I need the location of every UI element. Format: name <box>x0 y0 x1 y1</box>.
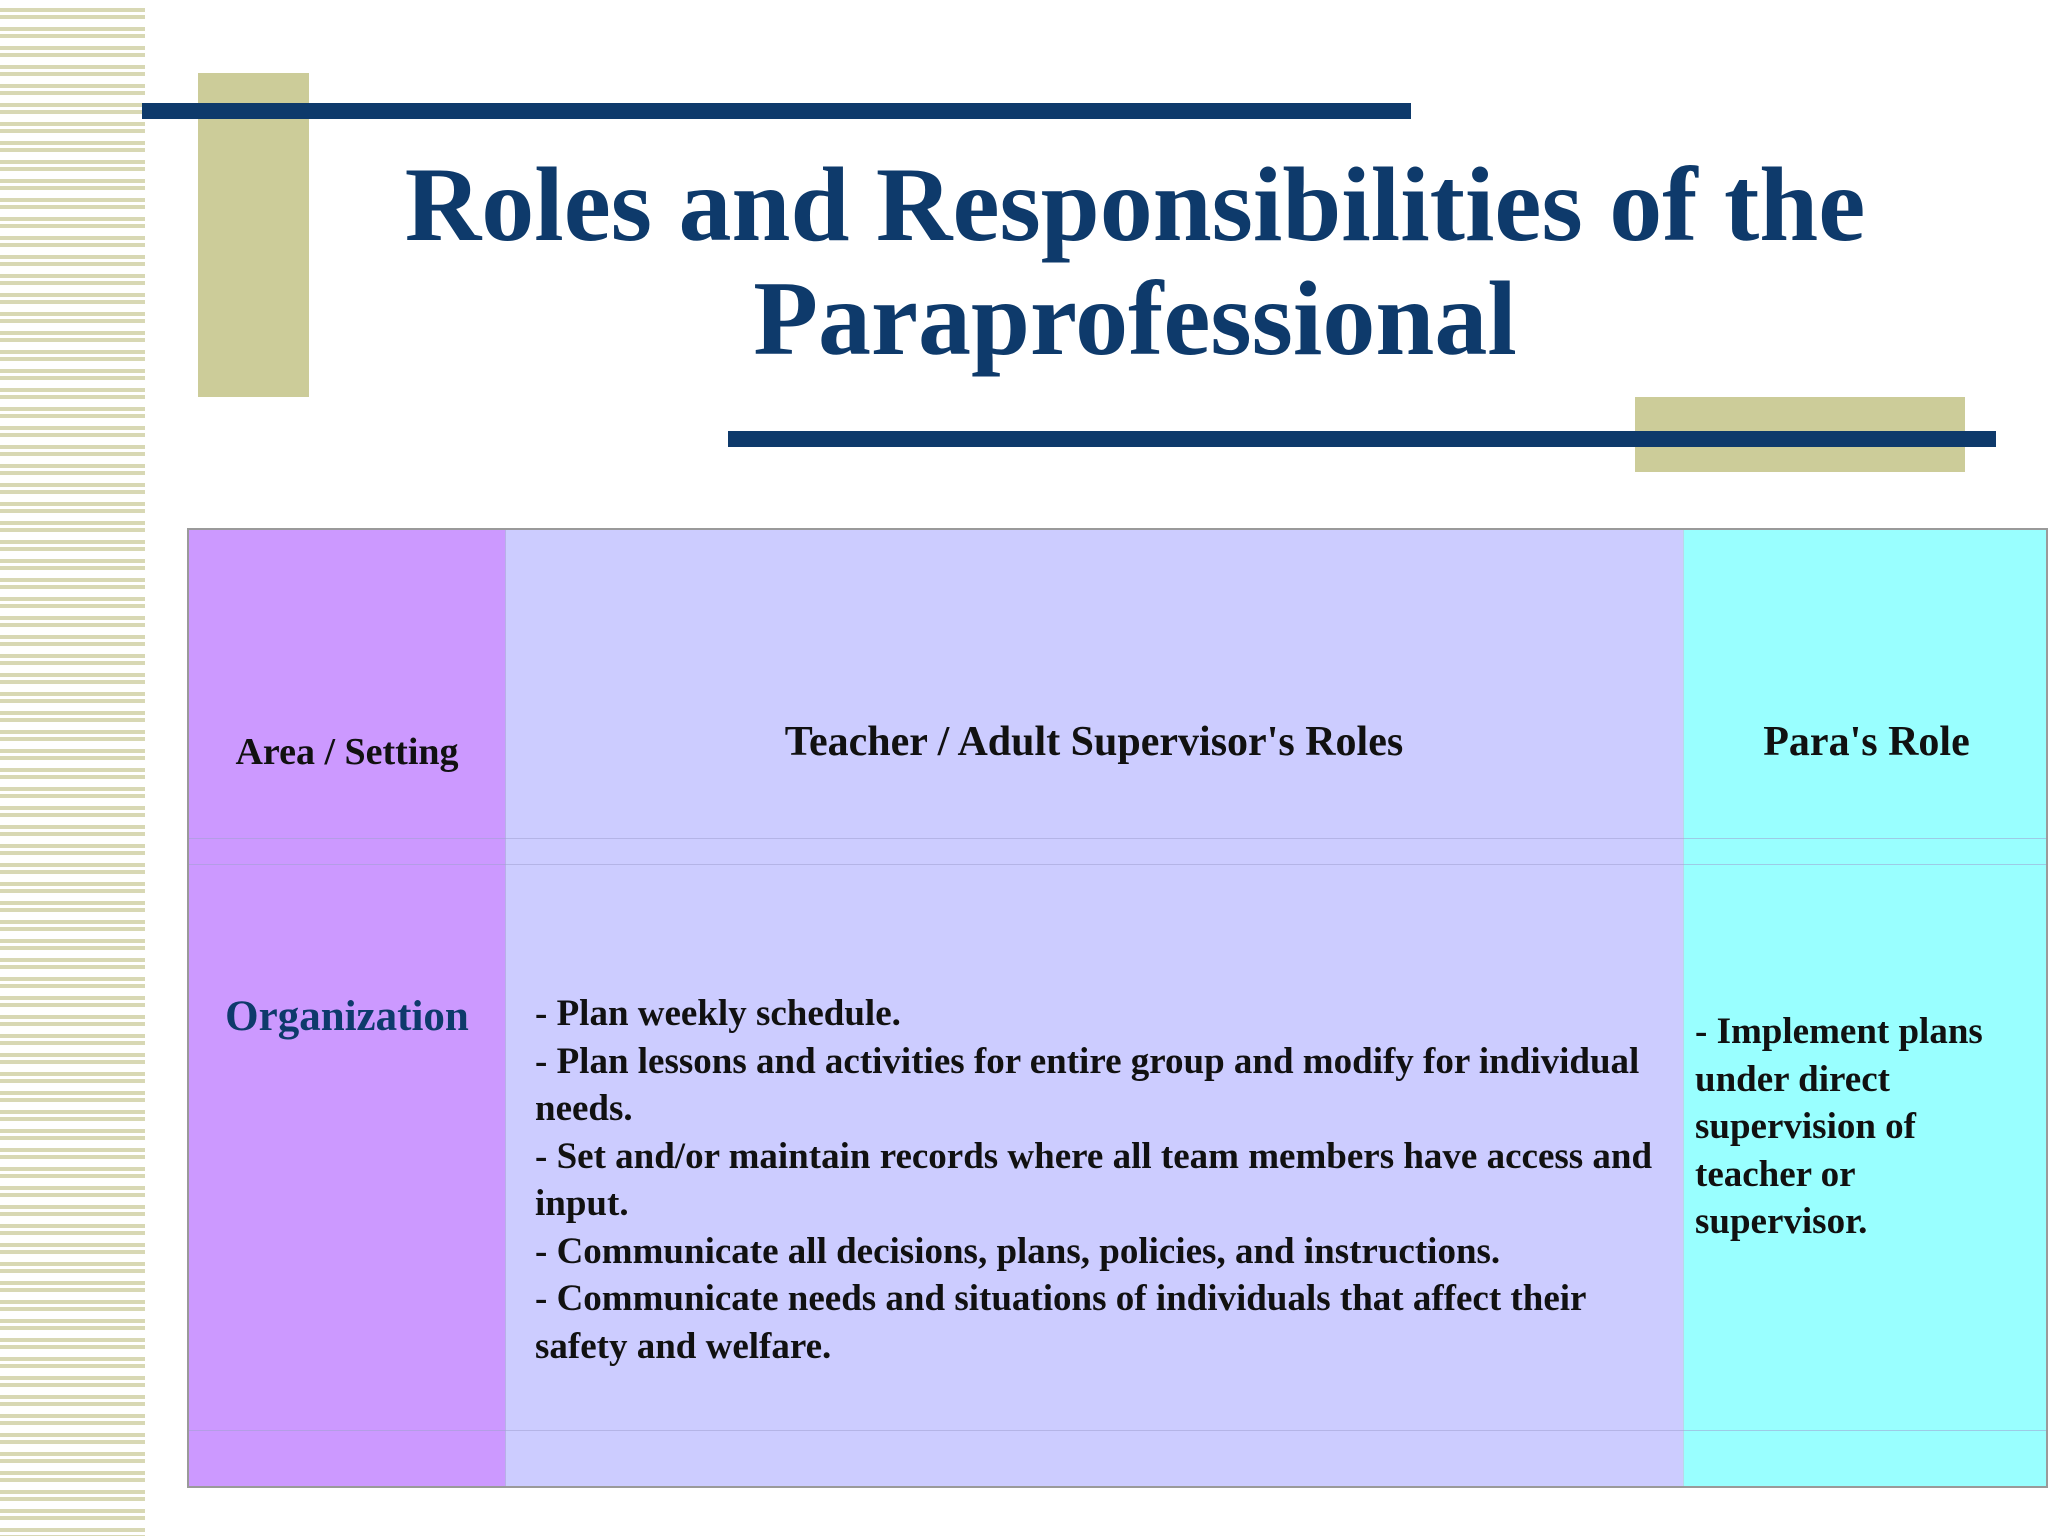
area-organization: Organization <box>225 993 469 1040</box>
decorative-navy-line-top <box>142 103 1411 119</box>
row-bottom-divider <box>189 1430 2046 1431</box>
header-para-role: Para's Role <box>1763 719 1970 765</box>
teacher-roles-list <box>535 990 1655 1370</box>
decorative-olive-block-top <box>198 73 309 397</box>
slide-title <box>330 148 1940 376</box>
teacher-role-item: - Set and/or maintain records where all team members have access and input. <box>535 1135 1653 1224</box>
roles-table <box>187 528 2048 1488</box>
slide-title-line-1: Roles and Responsibilities of the <box>404 146 1866 263</box>
decorative-navy-line-bottom <box>728 431 1996 447</box>
decorative-stripe-strip <box>0 0 145 1536</box>
row-top-divider <box>189 864 2046 865</box>
header-divider <box>189 838 2046 839</box>
teacher-role-item: - Communicate needs and situations of individuals that affect their safety and welfare. <box>535 1278 1586 1367</box>
header-area-setting: Area / Setting <box>235 731 459 773</box>
para-role-text: - Implement plans under direct supervision of teacher or supervisor. <box>1695 1011 1983 1242</box>
teacher-role-item: - Plan lessons and activities for entire group and modify for individual needs. <box>535 1040 1640 1129</box>
slide-title-line-2: Paraprofessional <box>753 260 1517 377</box>
teacher-role-item: - Plan weekly schedule. <box>535 993 901 1034</box>
teacher-role-item: - Communicate all decisions, plans, policies, and instructions. <box>535 1230 1501 1272</box>
header-teacher-roles: Teacher / Adult Supervisor's Roles <box>784 719 1404 765</box>
